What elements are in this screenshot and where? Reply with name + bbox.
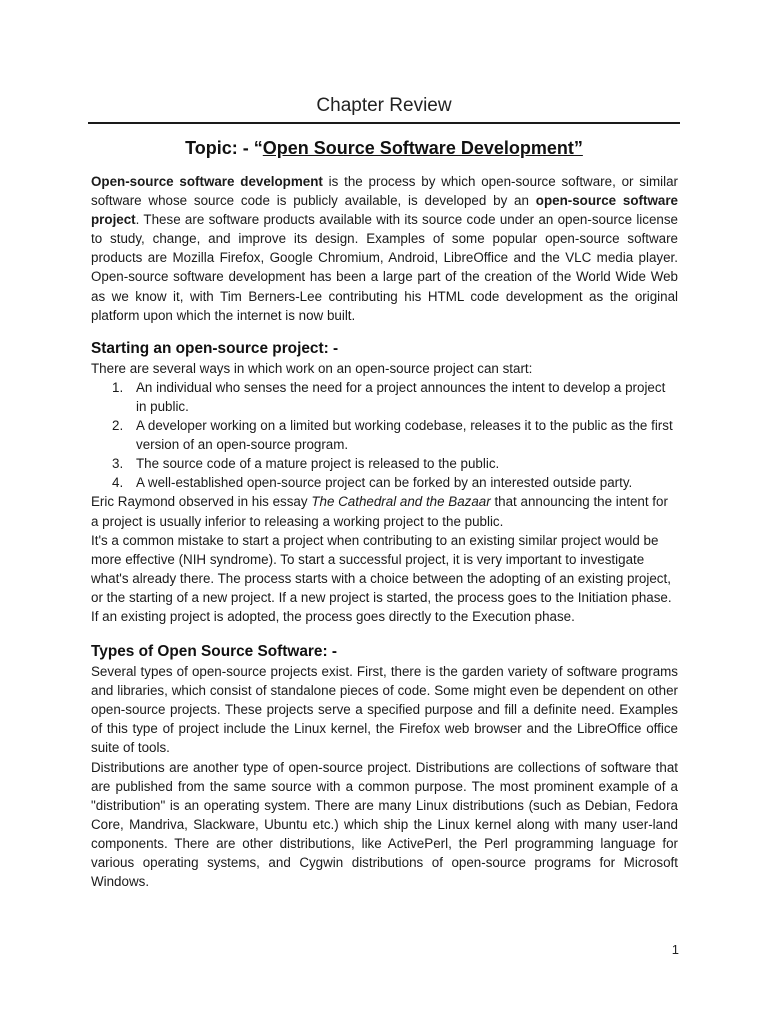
header-divider [88,122,680,124]
list-item [112,473,678,492]
types-paragraph-1: Several types of open-source projects exist. First, there is the garden variety of software programs and libraries, which consist of standalone pieces of code. Some might even be dependent on other open-source projects. These projects serve a specified purpose and fill a definite need. Examples of this type of project include the Linux kernel, the Firefox web browser and the LibreOffice office suite of tools. [91,664,678,756]
topic-heading [0,136,768,160]
essay-title: The Cathedral and the Bazaar [311,494,491,510]
page-number: 1 [671,942,679,957]
mistake-paragraph: It's a common mistake to start a project when contributing to an existing similar project would be more effective (NIH syndrome). To start a successful project, it is very important to investigate what's already there. The process starts with a choice between the adopting of an existing project, or the starting of a new project. If a new project is started, the process goes to the Initiation phase. If an existing project is adopted, the process goes directly to the Execution phase. [91,532,672,624]
topic-title: Open Source Software Development” [262,138,583,158]
intro-text-part: is the process by which open-source software, or similar software whose source code is publicly available, is developed by an [91,174,678,209]
document-body [91,172,678,891]
list-number: 4. [112,475,124,491]
raymond-text-part: Eric Raymond observed in his essay [91,494,312,510]
topic-prefix: Topic: - “ [185,138,263,158]
list-number: 3. [112,456,124,472]
list-number: 2. [112,418,124,434]
intro-bold-term: open-source software project [91,193,678,228]
list-item [112,416,678,454]
intro-text-part: . These are software products available with its source code under an open-source license to study, change, and improve its design. Examples of some popular open-source software products are Mozilla Firefox, Google Chromium, Android, LibreOffice and the VLC media player. Open-source software development has been a large part of the creation of the World Wide Web as we know it, with Tim Berners-Lee contributing his HTML code development as the original platform upon which the internet is now built. [91,212,678,323]
section-heading-starting: Starting an open-source project: - [91,339,339,357]
list-item-text: The source code of a mature project is released to the public. [136,456,500,472]
raymond-paragraph [91,492,678,530]
starting-lead: There are several ways in which work on an open-source project can start: [91,360,533,376]
types-paragraph-2: Distributions are another type of open-source project. Distributions are collections of software that are published from the same source with a common purpose. The most prominent example of a "distribution" is an operating system. There are many Linux distributions (such as Debian, Fedora Core, Mandriva, Slackware, Ubuntu etc.) which ship the Linux kernel along with many user-land components. There are other distributions, like ActivePerl, the Perl programming language for various operating systems, and Cygwin distributions of open-source programs for Microsoft Windows. [91,759,678,890]
intro-bold-term: Open-source software development [91,174,323,189]
list-number: 1. [112,379,124,395]
intro-paragraph [91,172,678,325]
page-header-title: Chapter Review [316,95,452,116]
list-item-text: A developer working on a limited but working codebase, releases it to the public as the first version of an open-source program. [136,418,673,453]
steps-list [91,378,678,493]
list-item [112,454,678,473]
list-item-text: An individual who senses the need for a project announces the intent to develop a project in public. [136,379,666,414]
raymond-text-part: that announcing the intent for a project is usually inferior to releasing a working project to the public. [91,494,668,529]
list-item-text: A well-established open-source project can be forked by an interested outside party. [136,475,633,491]
section-heading-types: Types of Open Source Software: - [91,643,338,661]
list-item [112,378,678,416]
